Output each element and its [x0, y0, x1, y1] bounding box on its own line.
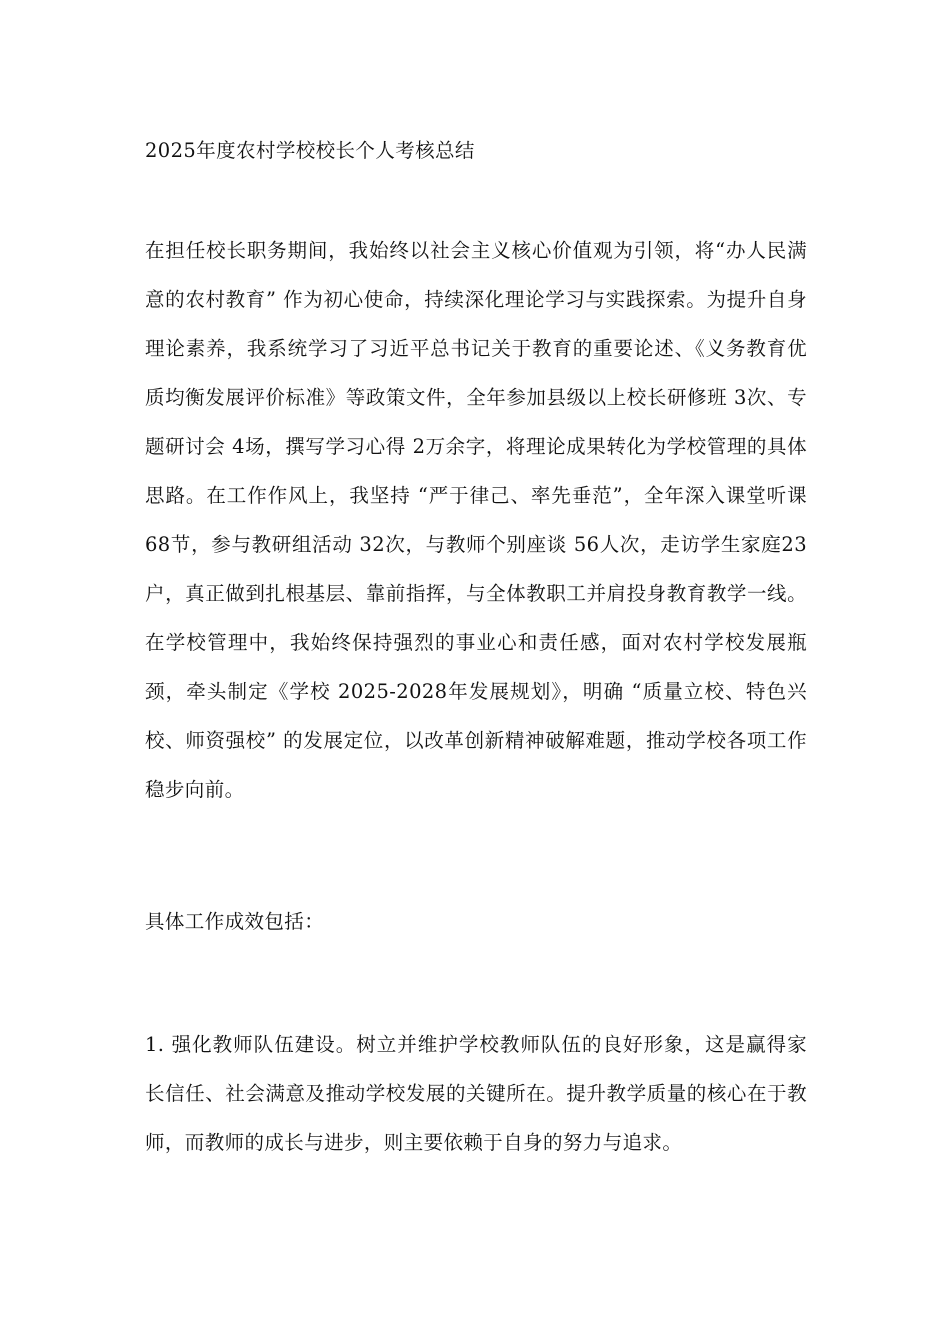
document-title: 2025年度农村学校校长个人考核总结 [145, 139, 475, 162]
intro-paragraph: 在担任校长职务期间，我始终以社会主义核心价值观为引领，将“办人民满意的农村教育” 作为初心使命，持续深化理论学习与实践探索。为提升自身理论素养，我系统学习了习近平总书记关于教育的重要论述、《义务教育优质均衡发展评价标准》等政策文件，全年参加县级以上校长研修班 3次、专题研讨会 4场，撰写学习心得 2万余字，将理论成果转化为学校管理的具体思路。在工作作风上，我坚持 “严于律己、率先垂范”，全年深入课堂听课 68节，参与教研组活动 32次，与教师个别座谈 56人次，走访学生家庭23户，真正做到扎根基层、靠前指挥，与全体教职工并肩投身教育教学一线。在学校管理中，我始终保持强烈的事业心和责任感，面对农村学校发展瓶颈，牵头制定《学校 2025-2028年发展规划》，明确 “质量立校、特色兴校、师资强校” 的发展定位，以改革创新精神破解难题，推动学校各项工作稳步向前。 [145, 239, 807, 801]
list-item: 1. 强化教师队伍建设。树立并维护学校教师队伍的良好形象，这是赢得家长信任、社会满意及推动学校发展的关键所在。提升教学质量的核心在于教师，而教师的成长与进步，则主要依赖于自身的努力与追求。 [145, 1033, 807, 1154]
section-heading: 具体工作成效包括： [145, 910, 325, 933]
